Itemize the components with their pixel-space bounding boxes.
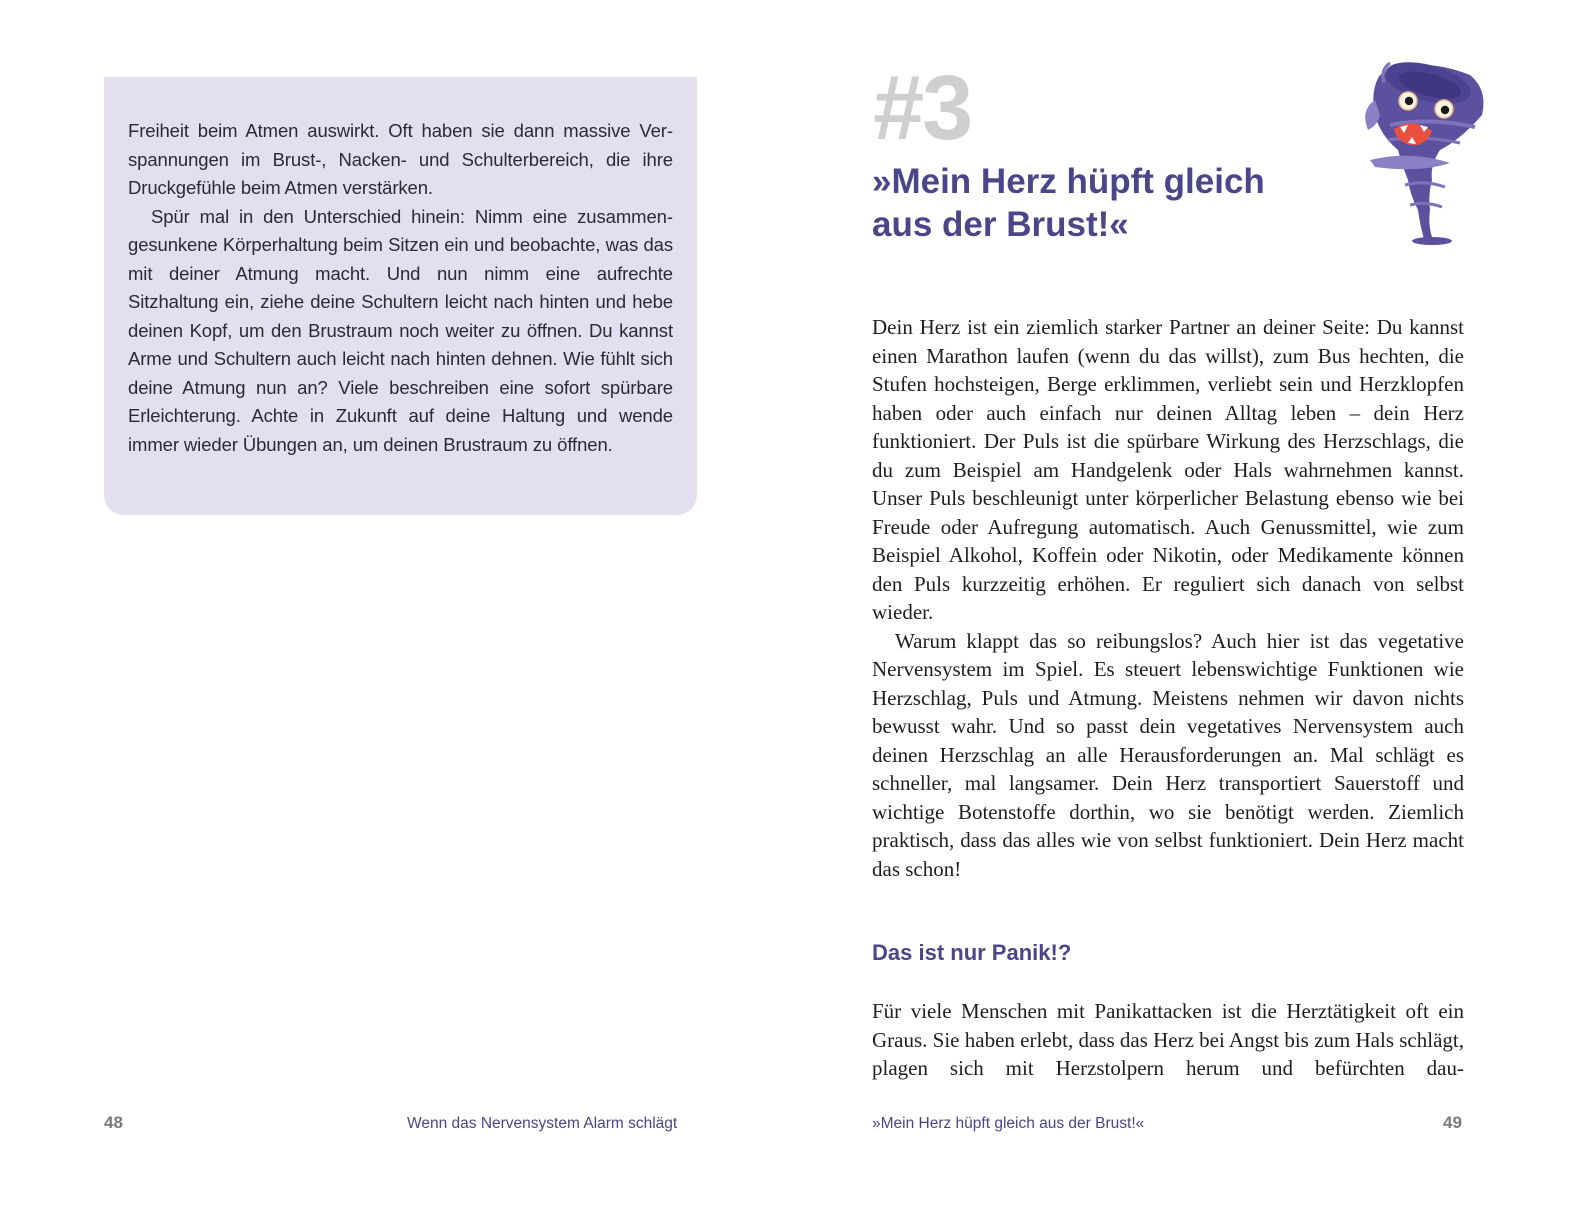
info-box-paragraph: Spür mal in den Unterschied hinein: Nimm eine zusammengesunkene Körperhaltung beim Sitzen ein und beobachte, was das mit deiner Atmung macht. Und nun nimm eine aufrechte Sitzhaltung ein, ziehe deine Schultern leicht nach hinten und hebe deinen Kopf, um den Brustraum noch weiter zu öffnen. Du kannst Arme und Schultern auch leicht nach hinten dehnen. Wie fühlt sich deine Atmung nun an? Viele beschreiben eine sofort spürbare Erleichterung. Achte in Zukunft auf deine Haltung und wende immer wieder Übungen an, um deinen Brustraum zu öffnen. xyxy=(128,205,673,455)
page-number-right: 49 xyxy=(1443,1113,1462,1132)
tornado-mascot-icon xyxy=(1350,55,1495,245)
running-head-left: Wenn das Nervensystem Alarm schlägt xyxy=(407,1115,678,1132)
chapter-body-text xyxy=(872,313,1464,883)
section-body-text xyxy=(872,997,1464,1083)
running-head-right: »Mein Herz hüpft gleich aus der Brust!« xyxy=(872,1115,1145,1132)
page-number-left: 48 xyxy=(104,1113,123,1132)
info-box-paragraph: Freiheit beim Atmen auswirkt. Oft haben sie dann massive Verspannungen im Brust-, Nacken- und Schulterbereich, die ihre Druckgefühle beim Atmen verstärken. xyxy=(128,120,673,198)
body-paragraph: Dein Herz ist ein ziemlich starker Partner an deiner Seite: Du kannst einen Marathon laufen (wenn du das willst), zum Bus hechten, die Stufen hochsteigen, Berge erklimmen, verliebt sein und Herzklopfen haben oder auch einfach nur deinen Alltag leben – dein Herz funktioniert. Der Puls ist die spürbare Wirkung des Herzschlags, die du zum Beispiel am Handgelenk oder Hals wahrnehmen kannst. Unser Puls beschleunigt unter körperlicher Belastung ebenso wie bei Freude oder Aufregung automatisch. Auch Genussmittel, wie zum Beispiel Alkohol, Koffein oder Nikotin, oder Medikamente können den Puls kurzzeitig erhöhen. Er reguliert sich danach von selbst wieder. xyxy=(872,315,1464,624)
body-paragraph: Für viele Menschen mit Panikattacken ist die Herztätigkeit oft ein Graus. Sie haben erlebt, dass das Herz bei Angst bis zum Hals schlägt, plagen sich mit Herzstolpern herum und befürchten dau- xyxy=(872,999,1464,1080)
chapter-number: #3 xyxy=(873,57,972,159)
info-box-text xyxy=(128,117,673,459)
section-heading: Das ist nur Panik!? xyxy=(872,940,1072,965)
chapter-title: »Mein Herz hüpft gleich aus der Brust!« xyxy=(872,162,1265,244)
info-box xyxy=(104,77,697,515)
body-paragraph: Warum klappt das so reibungslos? Auch hier ist das vegetative Nervensystem im Spiel. Es steuert lebenswichtige Funktionen wie Herzschlag, Puls und Atmung. Meistens nehmen wir davon nichts bewusst wahr. Und so passt dein vegetatives Nervensystem auch deinen Herzschlag an alle Herausforderungen an. Mal schlägt es schneller, mal langsamer. Dein Herz transportiert Sauerstoff und wichtige Botenstoffe dorthin, wo sie benötigt werden. Ziemlich praktisch, dass das alles wie von selbst funktioniert. Dein Herz macht das schon! xyxy=(872,628,1464,881)
